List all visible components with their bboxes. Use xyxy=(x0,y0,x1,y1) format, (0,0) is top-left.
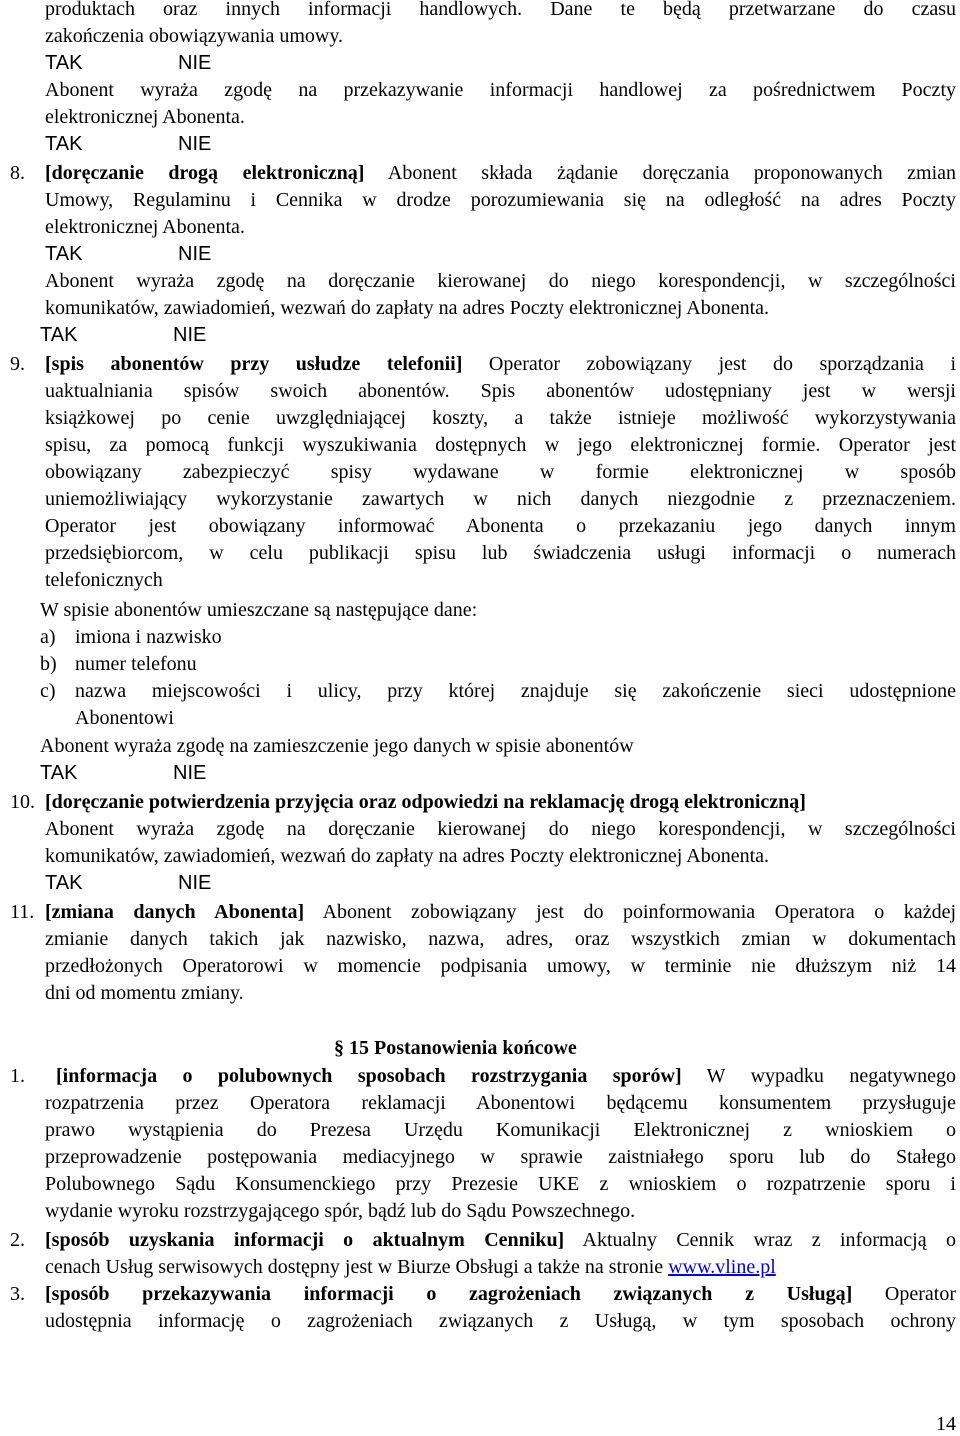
item-number: 2. xyxy=(10,1229,25,1251)
list-item: Abonentowi xyxy=(75,707,174,729)
paragraph-line: Abonent wyraża zgodę na zamieszczenie jego danych w spisie abonentów xyxy=(40,735,634,757)
paragraph-line: telefonicznych xyxy=(45,569,163,591)
paragraph-line: dni od momentu zmiany. xyxy=(45,982,244,1004)
list-item: numer telefonu xyxy=(75,653,197,675)
paragraph-line: Umowy, Regulaminu i Cennika w drodze porozumiewania się na odległość na adres Poczty xyxy=(45,189,956,211)
item-number: 3. xyxy=(10,1283,25,1305)
paragraph-line: [sposób przekazywania informacji o zagrożeniach związanych z Usługą] Operator xyxy=(45,1283,957,1305)
paragraph-line: uniemożliwiający wykorzystanie zawartych w nich danych niezgodnie z przeznaczeniem. xyxy=(45,488,956,510)
yes-no-choice xyxy=(45,870,212,897)
paragraph-line: Operator jest obowiązany informować Abonenta o przekazaniu jego danych innym xyxy=(45,515,956,537)
yes-no-choice xyxy=(45,241,212,268)
yes-option[interactable]: TAK xyxy=(40,762,78,784)
paragraph-line: przedłożonych Operatorowi w momencie podpisania umowy, w terminie nie dłuższym niż 14 xyxy=(45,955,956,977)
no-option[interactable]: NIE xyxy=(173,762,207,784)
paragraph-line: cenach Usług serwisowych dostępny jest w Biurze Obsługi a także na stronie www.vline.pl xyxy=(45,1256,776,1278)
list-marker: a) xyxy=(40,626,56,648)
paragraph-line: przeprowadzenie postępowania mediacyjnego w sprawie zaistniałego sporu lub do Stałego xyxy=(45,1146,956,1168)
paragraph-line: prawo wystąpienia do Prezesa Urzędu Komunikacji Elektronicznej z wnioskiem o xyxy=(45,1119,956,1141)
paragraph-line: książkowej po cenie uwzględniającej koszty, a także istnieje możliwość wykorzystywania xyxy=(45,407,956,429)
paragraph-line: elektronicznej Abonenta. xyxy=(45,216,245,238)
clause-title: [doręczanie drogą elektroniczną] xyxy=(45,162,365,184)
yes-option[interactable]: TAK xyxy=(45,243,83,265)
paragraph-line: Abonent wyraża zgodę na doręczanie kierowanej do niego korespondencji, w szczególności xyxy=(45,270,956,292)
paragraph-line: wydanie wyroku rozstrzygającego spór, bądź lub do Sądu Powszechnego. xyxy=(45,1200,636,1222)
paragraph-line: Polubownego Sądu Konsumenckiego przy Prezesie UKE z wnioskiem o rozpatrzenie sporu i xyxy=(45,1173,956,1195)
paragraph-line: zmianie danych takich jak nazwisko, nazwa, adres, oraz wszystkich zmian w dokumentach xyxy=(45,928,956,950)
no-option[interactable]: NIE xyxy=(178,243,212,265)
yes-no-choice xyxy=(45,50,212,77)
list-intro: W spisie abonentów umieszczane są następujące dane: xyxy=(40,599,478,621)
paragraph-line: przedsiębiorcom, w celu publikacji spisu lub świadczenia usługi informacji o numerach xyxy=(45,542,956,564)
list-item: nazwa miejscowości i ulicy, przy której znajduje się zakończenie sieci udostępnione xyxy=(75,680,956,702)
page-number: 14 xyxy=(936,1413,956,1435)
paragraph-line: [sposób uzyskania informacji o aktualnym Cenniku] Aktualny Cennik wraz z informacją o xyxy=(45,1229,956,1251)
paragraph-line: rozpatrzenia przez Operatora reklamacji Abonentowi będącemu konsumentem przysługuje xyxy=(45,1092,956,1114)
clause-title: [spis abonentów przy usłudze telefonii] xyxy=(45,353,463,375)
item-number: 1. xyxy=(10,1065,25,1087)
item-number: 11. xyxy=(10,901,35,923)
paragraph-line: komunikatów, zawiadomień, wezwań do zapłaty na adres Poczty elektronicznej Abonenta. xyxy=(45,297,770,319)
list-item: imiona i nazwisko xyxy=(75,626,222,648)
paragraph-line: [informacja o polubownych sposobach rozstrzygania sporów] W wypadku negatywnego xyxy=(56,1065,956,1087)
paragraph-line xyxy=(45,789,806,816)
paragraph-line: komunikatów, zawiadomień, wezwań do zapłaty na adres Poczty elektronicznej Abonenta. xyxy=(45,845,770,867)
paragraph-line: [doręczanie drogą elektroniczną] Abonent składa żądanie doręczania proponowanych zmian xyxy=(45,162,956,184)
paragraph-line: obowiązany zabezpieczyć spisy wydawane w formie elektronicznej w sposób xyxy=(45,461,956,483)
paragraph-line: udostępnia informację o zagrożeniach związanych z Usługą, w tym sposobach ochrony xyxy=(45,1310,956,1332)
clause-title: [zmiana danych Abonenta] xyxy=(45,901,305,923)
list-marker: b) xyxy=(40,653,57,675)
paragraph-line: Abonent wyraża zgodę na doręczanie kierowanej do niego korespondencji, w szczególności xyxy=(45,818,956,840)
paragraph-line: Abonent wyraża zgodę na przekazywanie informacji handlowej za pośrednictwem Poczty xyxy=(45,79,956,101)
clause-title: [sposób przekazywania informacji o zagrożeniach związanych z Usługą] xyxy=(45,1283,853,1305)
paragraph-line: elektronicznej Abonenta. xyxy=(45,106,245,128)
paragraph-line: uaktualniania spisów swoich abonentów. Spis abonentów udostępniany jest w wersji xyxy=(45,380,956,402)
paragraph-line: [spis abonentów przy usłudze telefonii] Operator zobowiązany jest do sporządzania i xyxy=(45,353,957,375)
list-marker: c) xyxy=(40,680,56,702)
yes-option[interactable]: TAK xyxy=(45,872,83,894)
item-number: 9. xyxy=(10,353,25,375)
item-number: 8. xyxy=(10,162,25,184)
yes-no-choice xyxy=(40,322,207,349)
no-option[interactable]: NIE xyxy=(178,872,212,894)
paragraph-line: zakończenia obowiązywania umowy. xyxy=(45,25,344,47)
yes-option[interactable]: TAK xyxy=(45,52,83,74)
no-option[interactable]: NIE xyxy=(178,52,212,74)
yes-no-choice xyxy=(45,131,212,158)
no-option[interactable]: NIE xyxy=(173,324,207,346)
no-option[interactable]: NIE xyxy=(178,133,212,155)
paragraph-line: produktach oraz innych informacji handlowych. Dane te będą przetwarzane do czasu xyxy=(45,0,956,20)
item-number: 10. xyxy=(10,791,35,813)
yes-option[interactable]: TAK xyxy=(45,133,83,155)
clause-title: [doręczanie potwierdzenia przyjęcia oraz odpowiedzi na reklamację drogą elektroniczną] xyxy=(45,791,806,813)
section-heading: § 15 Postanowienia końcowe xyxy=(334,1037,577,1059)
clause-title: [sposób uzyskania informacji o aktualnym Cenniku] xyxy=(45,1229,565,1251)
website-link[interactable]: www.vline.pl xyxy=(668,1256,776,1278)
paragraph-line: [zmiana danych Abonenta] Abonent zobowiązany jest do poinformowania Operatora o każdej xyxy=(45,901,956,923)
clause-title: [informacja o polubownych sposobach rozstrzygania sporów] xyxy=(56,1065,682,1087)
yes-option[interactable]: TAK xyxy=(40,324,78,346)
yes-no-choice xyxy=(40,760,207,787)
paragraph-line: spisu, za pomocą funkcji wyszukiwania dostępnych w jego elektronicznej formie. Operator jest xyxy=(45,434,956,456)
